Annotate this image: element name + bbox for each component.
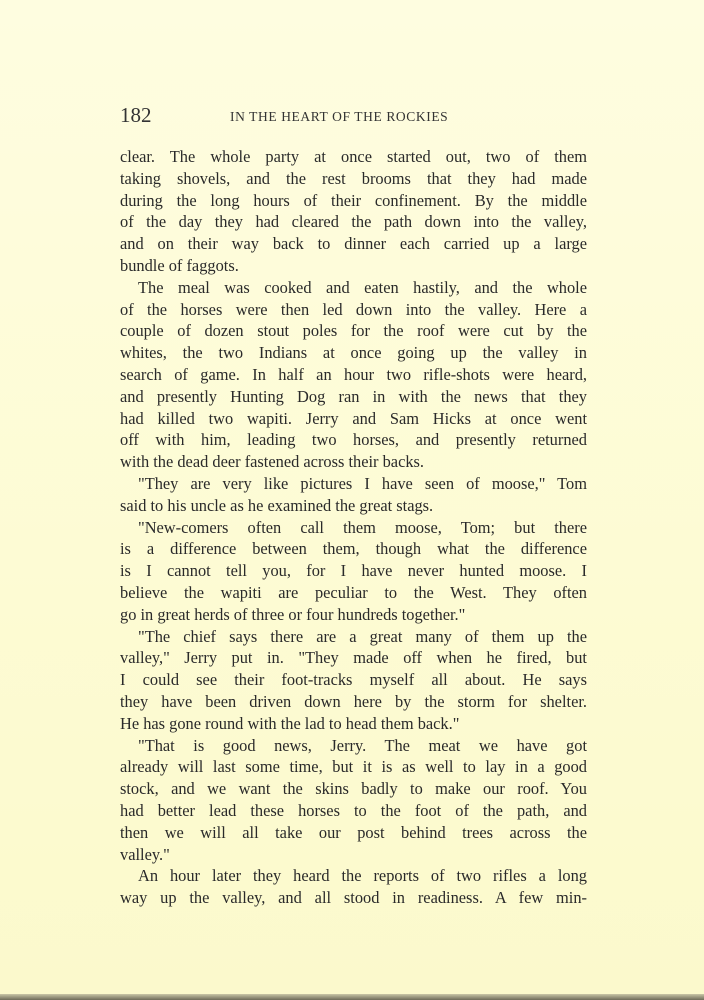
text-line: The meal was cooked and eaten hastily, and the whole — [138, 277, 587, 297]
page-header — [120, 103, 590, 133]
text-line: with the dead deer fastened across their backs. — [120, 452, 425, 472]
text-line: I could see their foot-tracks myself all about. He says — [120, 670, 587, 690]
text-line: stock, and we want the skins badly to make our roof. You — [120, 779, 587, 799]
text-line: then we will all take our post behind trees across the — [120, 822, 587, 842]
text-line: way up the valley, and all stood in readiness. A few min- — [120, 888, 587, 908]
running-title: IN THE HEART OF THE ROCKIES — [230, 109, 449, 124]
text-line: during the long hours of their confinement. By the middle — [120, 190, 587, 210]
text-line: valley." — [120, 844, 170, 864]
text-line: they have been driven down here by the storm for shelter. — [120, 691, 587, 711]
text-line: taking shovels, and the rest brooms that they had made — [120, 168, 587, 188]
text-line: search of game. In half an hour two rifle-shots were heard, — [120, 364, 587, 384]
text-line: is I cannot tell you, for I have never hunted moose. I — [120, 561, 587, 581]
page-number: 182 — [120, 103, 152, 127]
text-line: had killed two wapiti. Jerry and Sam Hicks at once went — [120, 408, 587, 428]
page-bottom-edge — [0, 994, 704, 1000]
text-line: go in great herds of three or four hundreds together." — [120, 604, 466, 624]
text-line: and on their way back to dinner each carried up a large — [120, 234, 587, 254]
text-line: An hour later they heard the reports of two rifles a long — [138, 866, 587, 886]
text-line: "They are very like pictures I have seen of moose," Tom — [138, 473, 587, 493]
text-line: "That is good news, Jerry. The meat we have got — [138, 735, 587, 755]
text-line: already will last some time, but it is as well to lay in a good — [120, 757, 587, 777]
text-line: whites, the two Indians at once going up the valley in — [120, 343, 587, 363]
text-line: off with him, leading two horses, and presently returned — [120, 430, 587, 450]
text-line: said to his uncle as he examined the great stags. — [120, 495, 434, 515]
text-line: clear. The whole party at once started out, two of them — [120, 147, 587, 166]
text-line: and presently Hunting Dog ran in with the news that they — [120, 386, 587, 406]
text-line: had better lead these horses to the foot of the path, and — [120, 800, 587, 820]
text-line: "The chief says there are a great many of them up the — [138, 626, 587, 646]
text-line: valley," Jerry put in. "They made off when he fired, but — [120, 648, 587, 668]
text-line: couple of dozen stout poles for the roof were cut by the — [120, 321, 587, 341]
text-line: He has gone round with the lad to head them back." — [120, 713, 460, 733]
body-text — [120, 146, 587, 909]
text-line: is a difference between them, though what the difference — [120, 539, 587, 559]
text-line: believe the wapiti are peculiar to the West. They often — [120, 582, 587, 602]
text-line: bundle of faggots. — [120, 255, 239, 275]
text-line: of the horses were then led down into the valley. Here a — [120, 299, 587, 319]
text-line: "New-comers often call them moose, Tom; but there — [138, 517, 587, 537]
text-line: of the day they had cleared the path down into the valley, — [120, 212, 587, 232]
